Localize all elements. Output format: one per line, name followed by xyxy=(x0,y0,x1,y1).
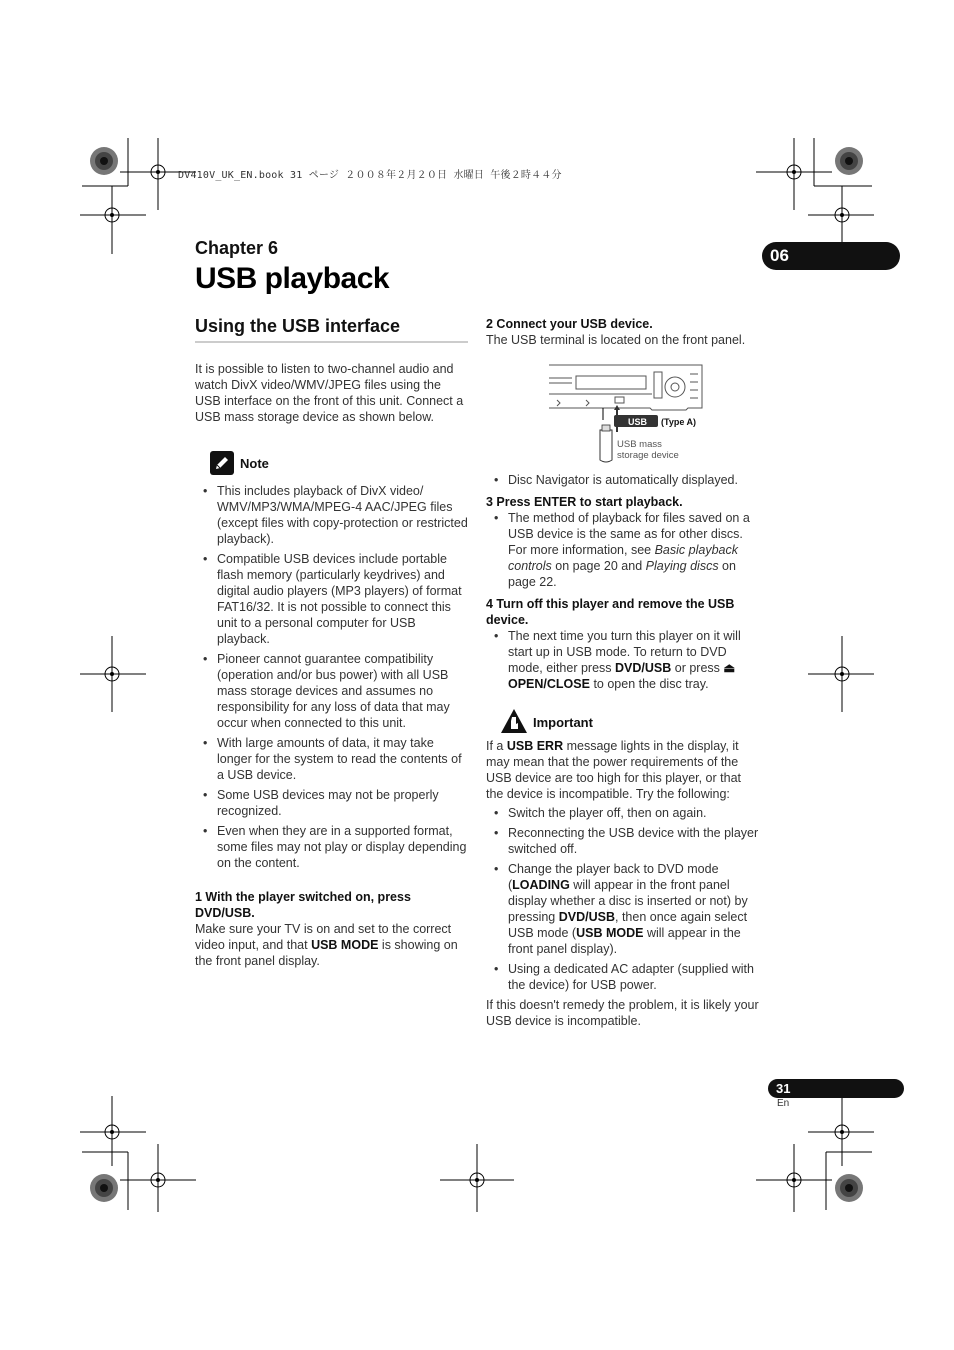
device-label-line-1: USB mass xyxy=(617,439,662,450)
usb-label: USB xyxy=(628,417,648,427)
intro-paragraph: It is possible to listen to two-channel audio and watch DivX video/WMV/JPEG files using the USB interface on the front of this unit. Connect a USB mass storage device as shown below. xyxy=(195,362,464,424)
important-text: If a USB ERR message lights in the display, it may mean that the power requirements of the USB device are too high for this player, or that the device is incompatible. Try the following: xyxy=(486,739,741,801)
list-item: • Disc Navigator is automatically displayed. xyxy=(486,472,760,488)
list-item: • Compatible USB devices include portable flash memory (particularly keydrives) and digital audio players (MP3 players) of format FAT16/32. It is not possible to connect this unit to a personal computer for USB playback. xyxy=(195,551,469,647)
important-list xyxy=(486,805,760,993)
warning-hand-icon xyxy=(500,708,528,738)
nav-list xyxy=(486,472,760,488)
important-title: Important xyxy=(533,715,593,730)
section-heading: Using the USB interface xyxy=(195,316,401,336)
step-1-title: 1 With the player switched on, press DVD/USB. xyxy=(195,890,411,920)
step-4-title: 4 Turn off this player and remove the USB device. xyxy=(486,597,735,627)
chapter-tab xyxy=(762,242,900,270)
step-4-list xyxy=(486,628,760,692)
step-2-text: The USB terminal is located on the front panel. xyxy=(486,333,746,347)
step-2-title: 2 Connect your USB device. xyxy=(486,317,653,331)
chapter-tab-number: 06 xyxy=(770,246,789,265)
closing-paragraph: If this doesn't remedy the problem, it is likely your USB device is incompatible. xyxy=(486,998,759,1028)
right-column-body xyxy=(486,472,760,1029)
pencil-icon xyxy=(210,451,234,479)
list-item: • Some USB devices may not be properly recognized. xyxy=(195,787,469,819)
step-3-list xyxy=(486,510,760,590)
list-item: • Switch the player off, then on again. xyxy=(486,805,760,821)
usb-front-panel-figure xyxy=(540,360,710,465)
type-a-label: (Type A) xyxy=(661,417,696,427)
list-item: • The method of playback for files saved on a USB device is the same as for other discs. For more information, see Basic playback controls on page 20 and Playing discs on page 22. xyxy=(486,510,760,590)
right-column-top xyxy=(486,316,760,348)
note-list xyxy=(195,483,469,871)
list-item: • Even when they are in a supported format, some files may not play or display depending on the content. xyxy=(195,823,469,871)
list-item: • Using a dedicated AC adapter (supplied with the device) for USB power. xyxy=(486,961,760,993)
device-label-line-2: storage device xyxy=(617,450,679,461)
page-number: 31 xyxy=(776,1081,791,1096)
note-title: Note xyxy=(240,456,269,471)
note-header xyxy=(195,453,469,477)
left-column xyxy=(195,361,469,969)
chapter-label: Chapter 6 xyxy=(195,238,279,258)
important-header xyxy=(486,710,760,736)
page-number-tab xyxy=(768,1079,904,1098)
step-1-text: Make sure your TV is on and set to the correct video input, and that USB MODE is showing on the front panel display. xyxy=(195,922,458,968)
step-3-title: 3 Press ENTER to start playback. xyxy=(486,495,683,509)
list-item: • Change the player back to DVD mode (LOADING will appear in the front panel display whether a disc is inserted or not) by pressing DVD/USB, then once again select USB mode (USB MODE will appear in the front panel display). xyxy=(486,861,760,957)
page-title: USB playback xyxy=(195,262,390,295)
list-item: • Reconnecting the USB device with the player switched off. xyxy=(486,825,760,857)
list-item: • This includes playback of DivX video/ WMV/MP3/WMA/MPEG-4 AAC/JPEG files (except files with copy-protection or restricted playback). xyxy=(195,483,469,547)
heading-rule xyxy=(195,341,468,343)
list-item: • The next time you turn this player on it will start up in USB mode. To return to DVD mode, either press DVD/USB or press ⏏ OPEN/CLOSE to open the disc tray. xyxy=(486,628,760,692)
print-slug: DV410V_UK_EN.book 31 ページ ２００８年２月２０日 水曜日 午後２時４４分 xyxy=(178,170,562,181)
list-item: • Pioneer cannot guarantee compatibility (operation and/or bus power) with all USB mass storage devices and assumes no responsibility for any loss of data that may occur when connected to this unit. xyxy=(195,651,469,731)
list-item: • With large amounts of data, it may take longer for the system to read the contents of a USB device. xyxy=(195,735,469,783)
language-label: En xyxy=(777,1098,790,1109)
